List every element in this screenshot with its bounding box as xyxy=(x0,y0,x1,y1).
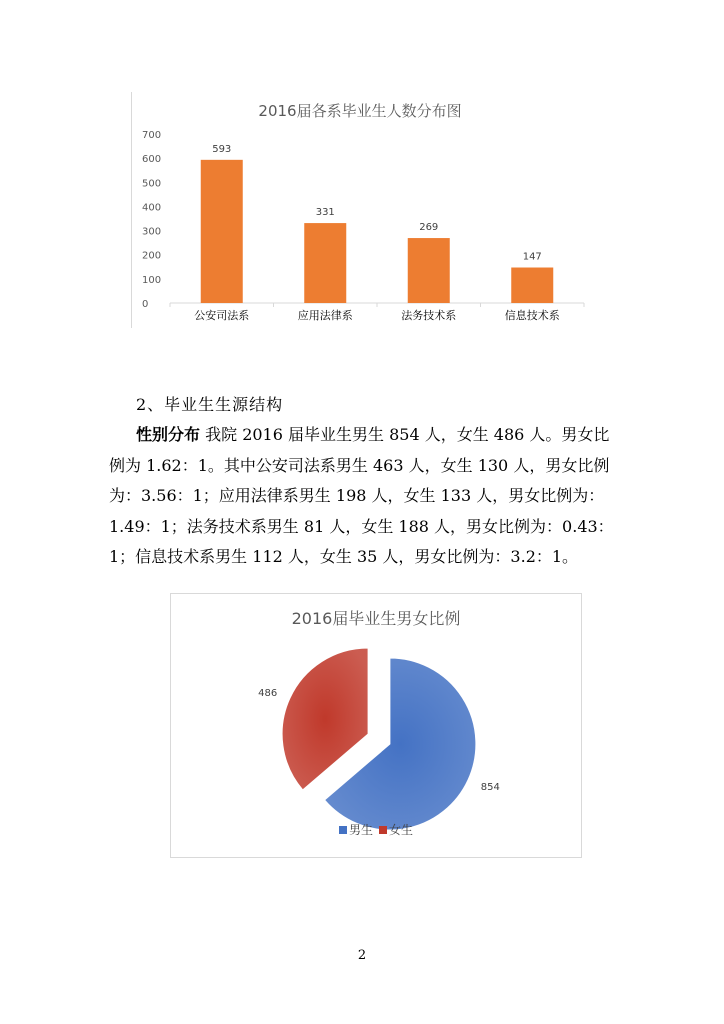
pie-chart-plot xyxy=(171,594,581,857)
paragraph-line-3: 为：3.56：1；应用法律系男生 198 人，女生 133 人，男女比例为： xyxy=(109,486,605,505)
gender-paragraph xyxy=(109,420,614,573)
x-category-label: 公安司法系 xyxy=(194,309,250,322)
y-tick-label: 700 xyxy=(142,130,162,141)
y-tick-label: 100 xyxy=(142,274,162,286)
bar-data-label: 147 xyxy=(522,251,542,263)
legend-swatch xyxy=(339,826,347,834)
y-tick-label: 300 xyxy=(142,226,162,238)
x-category-label: 应用法律系 xyxy=(297,309,353,322)
legend-label: 男生 xyxy=(349,823,374,837)
bar-data-label: 269 xyxy=(419,222,439,234)
section-heading: 2、毕业生生源结构 xyxy=(136,395,284,414)
bar xyxy=(408,238,450,303)
y-tick-label: 400 xyxy=(142,202,162,214)
paragraph-line-1 xyxy=(136,420,610,451)
bar xyxy=(201,160,243,303)
x-category-label: 信息技术系 xyxy=(504,309,560,322)
bar-data-label: 331 xyxy=(315,207,335,219)
paragraph-text-1: 我院 2016 届毕业生男生 854 人，女生 486 人。男女比 xyxy=(205,425,610,444)
paragraph-lead: 性别分布 xyxy=(136,425,201,444)
bar xyxy=(511,268,553,303)
bar-chart-plot xyxy=(132,92,588,328)
legend-swatch xyxy=(379,826,387,834)
y-tick-label: 200 xyxy=(142,250,162,262)
bar-chart-title: 2016届各系毕业生人数分布图 xyxy=(258,102,462,120)
paragraph-line-4: 1.49：1；法务技术系男生 81 人，女生 188 人，男女比例为：0.43： xyxy=(109,516,614,536)
legend-label: 女生 xyxy=(389,823,414,837)
pie-chart xyxy=(170,593,582,858)
bar xyxy=(304,223,346,303)
bar-data-label: 593 xyxy=(212,143,232,155)
paragraph-line-5: 1；信息技术系男生 112 人，女生 35 人，男女比例为：3.2：1。 xyxy=(109,547,579,566)
x-category-label: 法务技术系 xyxy=(401,309,457,322)
y-tick-label: 600 xyxy=(142,154,162,166)
paragraph-line-2: 例为 1.62：1。其中公安司法系男生 463 人，女生 130 人，男女比例 xyxy=(109,455,610,475)
pie-data-label: 486 xyxy=(258,688,278,700)
y-tick-label: 500 xyxy=(142,178,162,190)
page-number: 2 xyxy=(357,948,367,963)
pie-data-label: 854 xyxy=(480,781,500,793)
y-tick-label: 0 xyxy=(142,299,149,310)
bar-chart xyxy=(131,92,588,328)
pie-chart-title: 2016届毕业生男女比例 xyxy=(291,609,461,628)
pie-slice xyxy=(282,648,368,790)
